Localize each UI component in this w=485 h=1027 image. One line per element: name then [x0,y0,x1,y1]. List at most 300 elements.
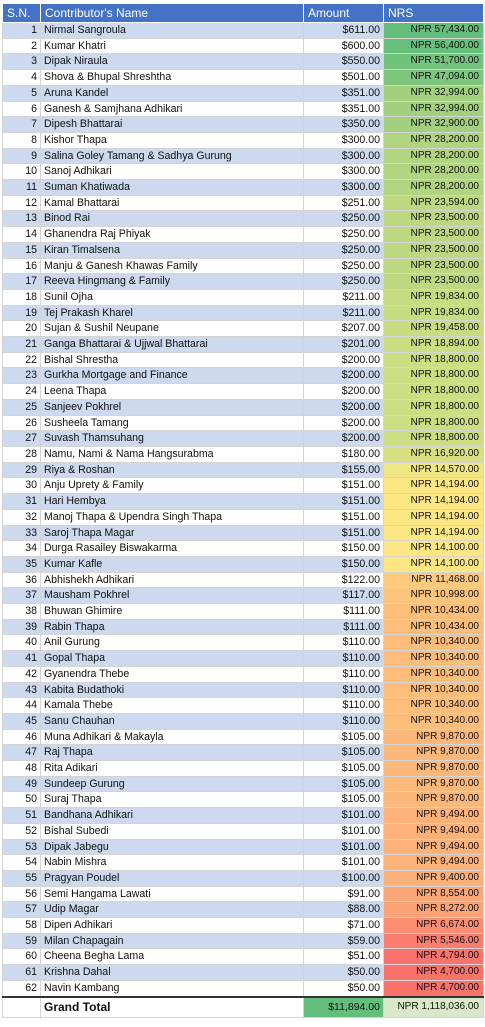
contributor-name-cell[interactable]: Manju & Ganesh Khawas Family [41,258,304,274]
amount-cell[interactable]: $110.00 [304,635,384,651]
amount-cell[interactable]: $207.00 [304,321,384,337]
nrs-cell[interactable]: NPR 18,800.00 [384,399,484,415]
sn-cell[interactable]: 12 [3,195,41,211]
nrs-cell[interactable]: NPR 57,434.00 [384,23,484,39]
nrs-cell[interactable]: NPR 10,998.00 [384,588,484,604]
nrs-cell[interactable]: NPR 6,674.00 [384,918,484,934]
table-row [3,823,484,839]
table-row [3,38,484,54]
header-nrs[interactable]: NRS [384,4,484,23]
sn-cell[interactable]: 11 [3,180,41,196]
amount-cell[interactable]: $111.00 [304,619,384,635]
nrs-cell[interactable]: NPR 19,834.00 [384,305,484,321]
table-row [3,761,484,777]
amount-cell[interactable]: $110.00 [304,698,384,714]
table-row [3,195,484,211]
sn-cell[interactable]: 41 [3,651,41,667]
nrs-cell[interactable]: NPR 14,194.00 [384,478,484,494]
sn-cell[interactable]: 53 [3,839,41,855]
header-amount[interactable]: Amount [304,4,384,23]
nrs-cell[interactable]: NPR 10,434.00 [384,604,484,620]
amount-cell[interactable]: $105.00 [304,729,384,745]
nrs-cell[interactable]: NPR 9,870.00 [384,761,484,777]
table-row [3,85,484,101]
header-row [3,4,484,23]
sn-cell[interactable]: 49 [3,776,41,792]
table-row [3,918,484,934]
amount-cell[interactable]: $111.00 [304,604,384,620]
sn-cell[interactable]: 52 [3,823,41,839]
amount-cell[interactable]: $91.00 [304,886,384,902]
amount-cell[interactable]: $101.00 [304,839,384,855]
amount-cell[interactable]: $122.00 [304,572,384,588]
nrs-cell[interactable]: NPR 56,400.00 [384,38,484,54]
sn-cell[interactable]: 20 [3,321,41,337]
sn-cell[interactable]: 55 [3,870,41,886]
table-row [3,132,484,148]
nrs-cell[interactable]: NPR 18,894.00 [384,337,484,353]
contributor-name-cell[interactable]: Abhishekh Adhikari [41,572,304,588]
contributor-name-cell[interactable]: Udip Magar [41,902,304,918]
table-row [3,729,484,745]
table-row [3,980,484,996]
contributor-name-cell[interactable]: Gyanendra Thebe [41,666,304,682]
amount-cell[interactable]: $611.00 [304,23,384,39]
nrs-cell[interactable]: NPR 32,900.00 [384,117,484,133]
amount-cell[interactable]: $110.00 [304,713,384,729]
contributor-name-cell[interactable]: Suraj Thapa [41,792,304,808]
sn-cell[interactable]: 45 [3,713,41,729]
sn-cell[interactable]: 33 [3,525,41,541]
contributor-name-cell[interactable]: Susheela Tamang [41,415,304,431]
contributor-name-cell[interactable]: Suvash Thamsuhang [41,431,304,447]
sn-cell[interactable]: 59 [3,933,41,949]
sn-cell[interactable]: 14 [3,227,41,243]
nrs-cell[interactable]: NPR 16,920.00 [384,446,484,462]
contributor-name-cell[interactable]: Shova & Bhupal Shreshtha [41,70,304,86]
table-row [3,368,484,384]
amount-cell[interactable]: $351.00 [304,85,384,101]
table-row [3,478,484,494]
contributor-name-cell[interactable]: Sanjeev Pokhrel [41,399,304,415]
contributor-name-cell[interactable]: Cheena Begha Lama [41,949,304,965]
contributor-name-cell[interactable]: Milan Chapagain [41,933,304,949]
sn-cell[interactable]: 42 [3,666,41,682]
table-row [3,399,484,415]
sn-cell[interactable]: 18 [3,289,41,305]
sn-cell[interactable]: 17 [3,274,41,290]
sn-cell[interactable]: 47 [3,745,41,761]
nrs-cell[interactable]: NPR 10,340.00 [384,682,484,698]
contributor-name-cell[interactable]: Rabin Thapa [41,619,304,635]
sn-cell[interactable]: 9 [3,148,41,164]
amount-cell[interactable]: $250.00 [304,242,384,258]
nrs-cell[interactable]: NPR 9,870.00 [384,776,484,792]
nrs-cell[interactable]: NPR 18,800.00 [384,352,484,368]
nrs-cell[interactable]: NPR 10,434.00 [384,619,484,635]
nrs-cell[interactable]: NPR 51,700.00 [384,54,484,70]
amount-cell[interactable]: $250.00 [304,227,384,243]
contributor-name-cell[interactable]: Dipak Niraula [41,54,304,70]
nrs-cell[interactable]: NPR 14,570.00 [384,462,484,478]
contributor-name-cell[interactable]: Sundeep Gurung [41,776,304,792]
amount-cell[interactable]: $300.00 [304,148,384,164]
sn-cell[interactable]: 29 [3,462,41,478]
contributor-name-cell[interactable]: Sanu Chauhan [41,713,304,729]
table-row [3,839,484,855]
contributor-name-cell[interactable]: Nabin Mishra [41,855,304,871]
nrs-cell[interactable]: NPR 23,594.00 [384,195,484,211]
amount-cell[interactable]: $150.00 [304,541,384,557]
contributor-name-cell[interactable]: Suman Khatiwada [41,180,304,196]
table-row [3,698,484,714]
contributor-name-cell[interactable]: Durga Rasailey Biswakarma [41,541,304,557]
nrs-cell[interactable]: NPR 18,800.00 [384,368,484,384]
grand-total-label[interactable]: Grand Total [41,997,304,1018]
amount-cell[interactable]: $250.00 [304,211,384,227]
contributor-name-cell[interactable]: Navin Kambang [41,980,304,996]
contributor-name-cell[interactable]: Bishal Shrestha [41,352,304,368]
nrs-cell[interactable]: NPR 9,870.00 [384,792,484,808]
sn-cell[interactable]: 51 [3,808,41,824]
table-row [3,792,484,808]
amount-cell[interactable]: $200.00 [304,352,384,368]
sn-cell[interactable]: 15 [3,242,41,258]
amount-cell[interactable]: $150.00 [304,556,384,572]
contributor-name-cell[interactable]: Kiran Timalsena [41,242,304,258]
contributor-name-cell[interactable]: Raj Thapa [41,745,304,761]
table-row [3,101,484,117]
sn-cell[interactable]: 32 [3,509,41,525]
amount-cell[interactable]: $105.00 [304,792,384,808]
sn-cell[interactable]: 16 [3,258,41,274]
grand-total-row [3,997,484,1018]
nrs-cell[interactable]: NPR 11,468.00 [384,572,484,588]
amount-cell[interactable]: $201.00 [304,337,384,353]
nrs-cell[interactable]: NPR 9,400.00 [384,870,484,886]
sn-cell[interactable]: 35 [3,556,41,572]
amount-cell[interactable]: $117.00 [304,588,384,604]
nrs-cell[interactable]: NPR 9,494.00 [384,839,484,855]
contributor-name-cell[interactable]: Kamala Thebe [41,698,304,714]
nrs-cell[interactable]: NPR 23,500.00 [384,274,484,290]
amount-cell[interactable]: $50.00 [304,965,384,981]
contributor-name-cell[interactable]: Rita Adikari [41,761,304,777]
table-row [3,588,484,604]
amount-cell[interactable]: $211.00 [304,289,384,305]
table-row [3,776,484,792]
amount-cell[interactable]: $351.00 [304,101,384,117]
sn-cell[interactable]: 31 [3,494,41,510]
sn-cell[interactable]: 39 [3,619,41,635]
table-row [3,258,484,274]
contributors-table [2,3,484,1018]
sn-cell[interactable]: 57 [3,902,41,918]
contributor-name-cell[interactable]: Sujan & Sushil Neupane [41,321,304,337]
nrs-cell[interactable]: NPR 18,800.00 [384,415,484,431]
sn-cell[interactable]: 46 [3,729,41,745]
table-row [3,745,484,761]
total-sn-cell[interactable] [3,997,41,1018]
sn-cell[interactable]: 56 [3,886,41,902]
sn-cell[interactable]: 23 [3,368,41,384]
contributor-name-cell[interactable]: Leena Thapa [41,384,304,400]
contributor-name-cell[interactable]: Sunil Ojha [41,289,304,305]
sn-cell[interactable]: 21 [3,337,41,353]
table-row [3,870,484,886]
table-row [3,572,484,588]
amount-cell[interactable]: $105.00 [304,745,384,761]
nrs-cell[interactable]: NPR 10,340.00 [384,698,484,714]
contributor-name-cell[interactable]: Hari Hembya [41,494,304,510]
nrs-cell[interactable]: NPR 4,794.00 [384,949,484,965]
contributor-name-cell[interactable]: Binod Rai [41,211,304,227]
contributor-name-cell[interactable]: Ganesh & Samjhana Adhikari [41,101,304,117]
sn-cell[interactable]: 25 [3,399,41,415]
nrs-cell[interactable]: NPR 28,200.00 [384,164,484,180]
table-row [3,180,484,196]
nrs-cell[interactable]: NPR 9,870.00 [384,729,484,745]
sn-cell[interactable]: 27 [3,431,41,447]
nrs-cell[interactable]: NPR 4,700.00 [384,965,484,981]
amount-cell[interactable]: $250.00 [304,258,384,274]
contributor-name-cell[interactable]: Nirmal Sangroula [41,23,304,39]
contributor-name-cell[interactable]: Sanoj Adhikari [41,164,304,180]
sn-cell[interactable]: 58 [3,918,41,934]
sn-cell[interactable]: 6 [3,101,41,117]
sn-cell[interactable]: 40 [3,635,41,651]
contributor-name-cell[interactable]: Kabita Budathoki [41,682,304,698]
nrs-cell[interactable]: NPR 19,458.00 [384,321,484,337]
nrs-cell[interactable]: NPR 28,200.00 [384,148,484,164]
sn-cell[interactable]: 38 [3,604,41,620]
amount-cell[interactable]: $51.00 [304,949,384,965]
table-row [3,666,484,682]
nrs-cell[interactable]: NPR 14,194.00 [384,509,484,525]
table-row [3,808,484,824]
contributor-name-cell[interactable]: Reeva Hingmang & Family [41,274,304,290]
sn-cell[interactable]: 10 [3,164,41,180]
table-row [3,54,484,70]
contributor-name-cell[interactable]: Bhuwan Ghimire [41,604,304,620]
table-row [3,494,484,510]
contributor-name-cell[interactable]: Manoj Thapa & Upendra Singh Thapa [41,509,304,525]
amount-cell[interactable]: $50.00 [304,980,384,996]
sn-cell[interactable]: 61 [3,965,41,981]
contributor-name-cell[interactable]: Dipen Adhikari [41,918,304,934]
sn-cell[interactable]: 50 [3,792,41,808]
amount-cell[interactable]: $501.00 [304,70,384,86]
contributor-name-cell[interactable]: Kamal Bhattarai [41,195,304,211]
sn-cell[interactable]: 44 [3,698,41,714]
contributor-name-cell[interactable]: Mausham Pokhrel [41,588,304,604]
sn-cell[interactable]: 3 [3,54,41,70]
contributor-name-cell[interactable]: Muna Adhikari & Makayla [41,729,304,745]
contributor-name-cell[interactable]: Saroj Thapa Magar [41,525,304,541]
contributor-name-cell[interactable]: Namu, Nami & Nama Hangsurabma [41,446,304,462]
spreadsheet [0,3,485,1027]
nrs-cell[interactable]: NPR 8,554.00 [384,886,484,902]
sn-cell[interactable]: 4 [3,70,41,86]
amount-cell[interactable]: $151.00 [304,509,384,525]
nrs-cell[interactable]: NPR 23,500.00 [384,227,484,243]
amount-cell[interactable]: $300.00 [304,180,384,196]
nrs-cell[interactable]: NPR 10,340.00 [384,635,484,651]
contributor-name-cell[interactable]: Gurkha Mortgage and Finance [41,368,304,384]
amount-cell[interactable]: $151.00 [304,478,384,494]
nrs-cell[interactable]: NPR 14,100.00 [384,541,484,557]
grand-total-amount[interactable]: $11,894.00 [304,997,384,1018]
sn-cell[interactable]: 48 [3,761,41,777]
nrs-cell[interactable]: NPR 28,200.00 [384,180,484,196]
contributor-name-cell[interactable]: Pragyan Poudel [41,870,304,886]
table-row [3,886,484,902]
amount-cell[interactable]: $550.00 [304,54,384,70]
table-row [3,164,484,180]
nrs-cell[interactable]: NPR 32,994.00 [384,85,484,101]
table-row [3,321,484,337]
sn-cell[interactable]: 54 [3,855,41,871]
header-sn[interactable]: S.N. [3,4,41,23]
amount-cell[interactable]: $151.00 [304,494,384,510]
table-row [3,682,484,698]
nrs-cell[interactable]: NPR 14,100.00 [384,556,484,572]
amount-cell[interactable]: $110.00 [304,651,384,667]
nrs-cell[interactable]: NPR 10,340.00 [384,651,484,667]
table-row [3,619,484,635]
nrs-cell[interactable]: NPR 28,200.00 [384,132,484,148]
contributor-name-cell[interactable]: Aruna Kandel [41,85,304,101]
sn-cell[interactable]: 8 [3,132,41,148]
amount-cell[interactable]: $101.00 [304,855,384,871]
sn-cell[interactable]: 7 [3,117,41,133]
contributor-name-cell[interactable]: Ghanendra Raj Phiyak [41,227,304,243]
amount-cell[interactable]: $105.00 [304,761,384,777]
nrs-cell[interactable]: NPR 9,494.00 [384,855,484,871]
nrs-cell[interactable]: NPR 23,500.00 [384,242,484,258]
nrs-cell[interactable]: NPR 9,494.00 [384,808,484,824]
contributor-name-cell[interactable]: Kumar Kafle [41,556,304,572]
nrs-cell[interactable]: NPR 5,546.00 [384,933,484,949]
sn-cell[interactable]: 1 [3,23,41,39]
amount-cell[interactable]: $88.00 [304,902,384,918]
amount-cell[interactable]: $211.00 [304,305,384,321]
sn-cell[interactable]: 62 [3,980,41,996]
nrs-cell[interactable]: NPR 23,500.00 [384,211,484,227]
sn-cell[interactable]: 34 [3,541,41,557]
amount-cell[interactable]: $300.00 [304,132,384,148]
contributor-name-cell[interactable]: Kishor Thapa [41,132,304,148]
sn-cell[interactable]: 24 [3,384,41,400]
sn-cell[interactable]: 2 [3,38,41,54]
amount-cell[interactable]: $71.00 [304,918,384,934]
amount-cell[interactable]: $110.00 [304,666,384,682]
sn-cell[interactable]: 60 [3,949,41,965]
amount-cell[interactable]: $59.00 [304,933,384,949]
sn-cell[interactable]: 28 [3,446,41,462]
contributor-name-cell[interactable]: Anju Uprety & Family [41,478,304,494]
nrs-cell[interactable]: NPR 9,494.00 [384,823,484,839]
nrs-cell[interactable]: NPR 9,870.00 [384,745,484,761]
amount-cell[interactable]: $300.00 [304,164,384,180]
amount-cell[interactable]: $200.00 [304,384,384,400]
nrs-cell[interactable]: NPR 10,340.00 [384,713,484,729]
contributor-name-cell[interactable]: Tej Prakash Kharel [41,305,304,321]
amount-cell[interactable]: $251.00 [304,195,384,211]
amount-cell[interactable]: $151.00 [304,525,384,541]
contributor-name-cell[interactable]: Gopal Thapa [41,651,304,667]
amount-cell[interactable]: $250.00 [304,274,384,290]
amount-cell[interactable]: $200.00 [304,431,384,447]
contributor-name-cell[interactable]: Salina Goley Tamang & Sadhya Gurung [41,148,304,164]
nrs-cell[interactable]: NPR 32,994.00 [384,101,484,117]
amount-cell[interactable]: $200.00 [304,415,384,431]
contributor-name-cell[interactable]: Anil Gurung [41,635,304,651]
nrs-cell[interactable]: NPR 4,700.00 [384,980,484,996]
nrs-cell[interactable]: NPR 10,340.00 [384,666,484,682]
nrs-cell[interactable]: NPR 18,800.00 [384,431,484,447]
contributor-name-cell[interactable]: Krishna Dahal [41,965,304,981]
sn-cell[interactable]: 13 [3,211,41,227]
nrs-cell[interactable]: NPR 8,272.00 [384,902,484,918]
table-row [3,949,484,965]
nrs-cell[interactable]: NPR 14,194.00 [384,525,484,541]
contributor-name-cell[interactable]: Dipesh Bhattarai [41,117,304,133]
amount-cell[interactable]: $200.00 [304,399,384,415]
nrs-cell[interactable]: NPR 47,094.00 [384,70,484,86]
amount-cell[interactable]: $180.00 [304,446,384,462]
sn-cell[interactable]: 19 [3,305,41,321]
contributor-name-cell[interactable]: Bandhana Adhikari [41,808,304,824]
amount-cell[interactable]: $101.00 [304,823,384,839]
amount-cell[interactable]: $100.00 [304,870,384,886]
amount-cell[interactable]: $105.00 [304,776,384,792]
sn-cell[interactable]: 43 [3,682,41,698]
nrs-cell[interactable]: NPR 18,800.00 [384,384,484,400]
sn-cell[interactable]: 30 [3,478,41,494]
table-row [3,227,484,243]
amount-cell[interactable]: $110.00 [304,682,384,698]
table-row [3,902,484,918]
amount-cell[interactable]: $155.00 [304,462,384,478]
contributor-name-cell[interactable]: Ganga Bhattarai & Ujjwal Bhattarai [41,337,304,353]
sn-cell[interactable]: 36 [3,572,41,588]
table-body [3,23,484,997]
table-row [3,635,484,651]
table-row [3,446,484,462]
contributor-name-cell[interactable]: Kumar Khatri [41,38,304,54]
amount-cell[interactable]: $200.00 [304,368,384,384]
amount-cell[interactable]: $350.00 [304,117,384,133]
sn-cell[interactable]: 5 [3,85,41,101]
header-name[interactable]: Contributor's Name [41,4,304,23]
table-row [3,415,484,431]
contributor-name-cell[interactable]: Bishal Subedi [41,823,304,839]
nrs-cell[interactable]: NPR 23,500.00 [384,258,484,274]
contributor-name-cell[interactable]: Riya & Roshan [41,462,304,478]
grand-total-nrs[interactable]: NPR 1,118,036.00 [384,997,484,1018]
sn-cell[interactable]: 37 [3,588,41,604]
amount-cell[interactable]: $101.00 [304,808,384,824]
contributor-name-cell[interactable]: Semi Hangama Lawati [41,886,304,902]
table-row [3,933,484,949]
amount-cell[interactable]: $600.00 [304,38,384,54]
sn-cell[interactable]: 26 [3,415,41,431]
nrs-cell[interactable]: NPR 19,834.00 [384,289,484,305]
contributor-name-cell[interactable]: Dipak Jabegu [41,839,304,855]
sn-cell[interactable]: 22 [3,352,41,368]
nrs-cell[interactable]: NPR 14,194.00 [384,494,484,510]
